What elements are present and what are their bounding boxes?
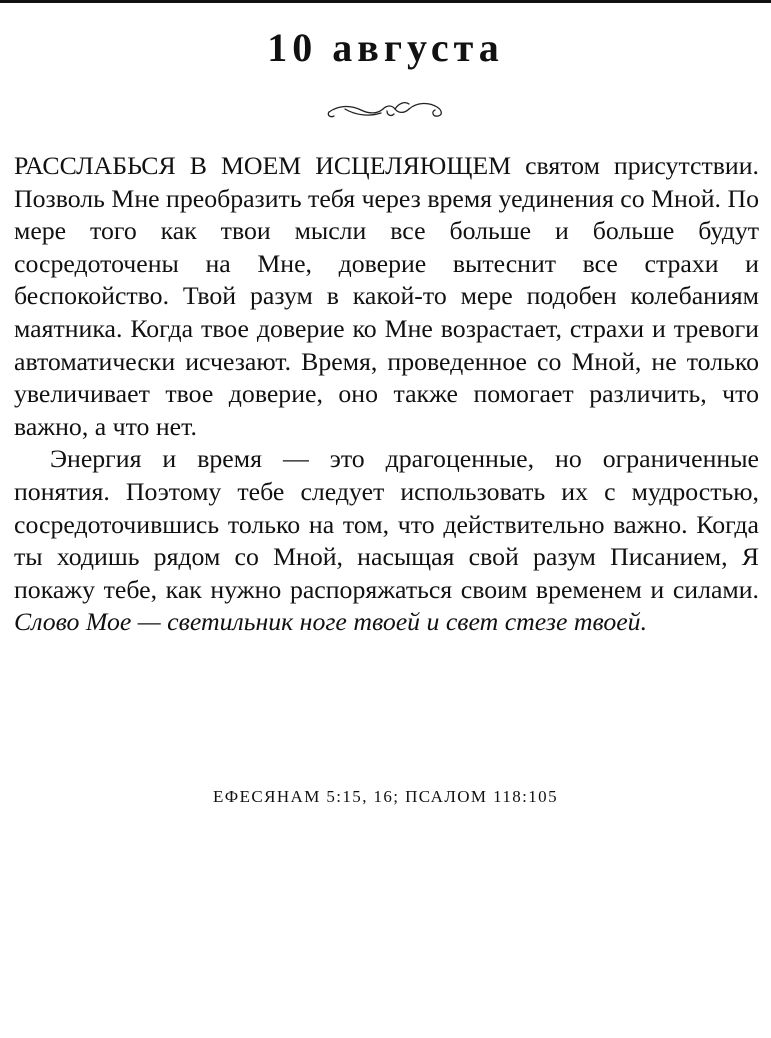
flourish-ornament-icon	[325, 96, 447, 122]
lead-caps: РАССЛАБЬСЯ В МОЕМ ИСЦЕЛЯЮЩЕМ	[14, 151, 512, 180]
paragraph-1-body: святом присутствии. Позволь Мне преобразить тебя через время уединения со Мной. По мере того как твои мысли все больше и больше будут сосредоточены на Мне, доверие вытеснит все страхи и беспокойство. Твой разум в какой-то мере подобен колебаниям маятника. Когда твое доверие ко Мне возрастает, страхи и тревоги автоматически исчезают. Время, проведенное со Мной, не только увеличивает твое доверие, оно также помогает различить, что важно, а что нет.	[14, 151, 759, 441]
paragraph-2	[14, 443, 759, 639]
top-rule	[0, 0, 771, 3]
devotion-text	[14, 150, 759, 639]
paragraph-1	[14, 150, 759, 443]
scripture-reference: ЕФЕСЯНАМ 5:15, 16; ПСАЛОМ 118:105	[212, 787, 558, 806]
page-title: 10 августа	[267, 25, 504, 70]
paragraph-2-body: Энергия и время — это драгоценные, но ограниченные понятия. Поэтому тебе следует использовать их с мудростью, сосредоточившись только на том, что действительно важно. Когда ты ходишь рядом со Мной, насыщая свой разум Писанием, Я покажу тебе, как нужно распоряжаться своим временем и силами.	[14, 444, 759, 604]
scripture-quote: Слово Мое — светильник ноге твоей и свет стезе твоей.	[14, 607, 648, 637]
